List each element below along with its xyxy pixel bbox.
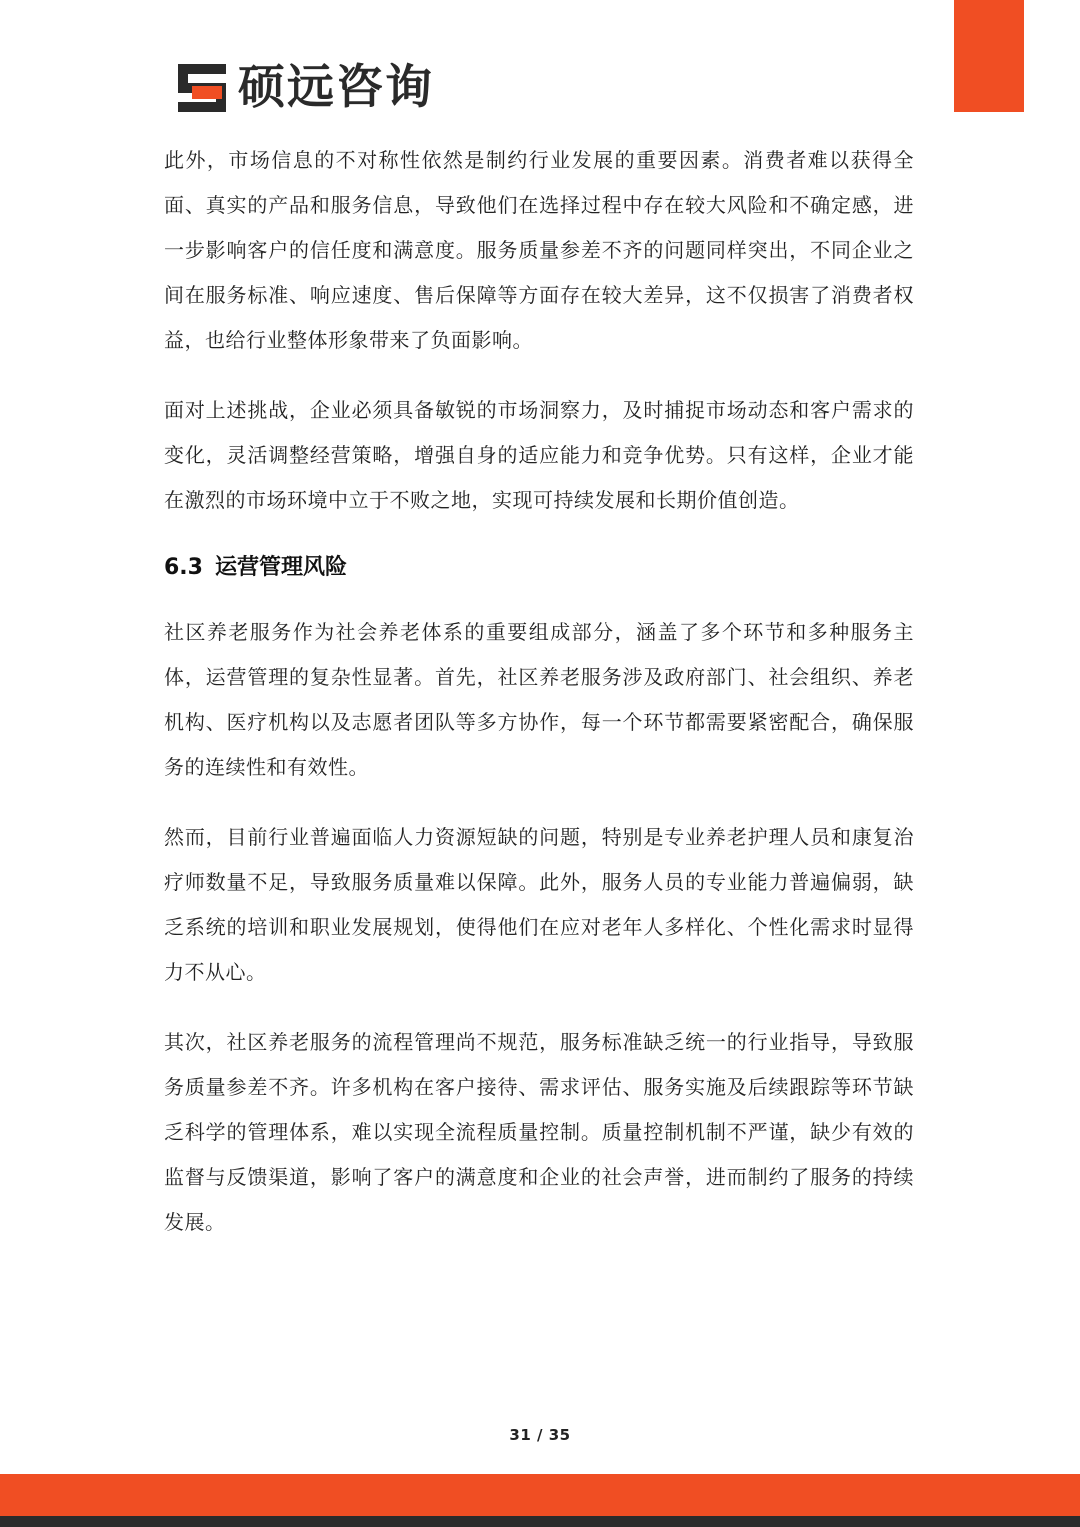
- footer-accent-bar: [0, 1474, 1080, 1516]
- paragraph: 社区养老服务作为社会养老体系的重要组成部分，涵盖了多个环节和多种服务主体，运营管理的复杂性显著。首先，社区养老服务涉及政府部门、社会组织、养老机构、医疗机构以及志愿者团队等多方协作，每一个环节都需要紧密配合，确保服务的连续性和有效性。: [164, 620, 914, 779]
- paragraph: 其次，社区养老服务的流程管理尚不规范，服务标准缺乏统一的行业指导，导致服务质量参差不齐。许多机构在客户接待、需求评估、服务实施及后续跟踪等环节缺乏科学的管理体系，难以实现全流程质量控制。质量控制机制不严谨，缺少有效的监督与反馈渠道，影响了客户的满意度和企业的社会声誉，进而制约了服务的持续发展。: [164, 1030, 914, 1234]
- document-body: [164, 138, 914, 1270]
- paragraph: 面对上述挑战，企业必须具备敏锐的市场洞察力，及时捕捉市场动态和客户需求的变化，灵活调整经营策略，增强自身的适应能力和竞争优势。只有这样，企业才能在激烈的市场环境中立于不败之地，实现可持续发展和长期价值创造。: [164, 398, 914, 512]
- section-heading: [164, 548, 914, 588]
- section-title: 运营管理风险: [214, 555, 347, 580]
- brand-name: 硕远咨询: [238, 60, 434, 115]
- paragraph: 此外，市场信息的不对称性依然是制约行业发展的重要因素。消费者难以获得全面、真实的产品和服务信息，导致他们在选择过程中存在较大风险和不确定感，进一步影响客户的信任度和满意度。服务质量参差不齐的问题同样突出，不同企业之间在服务标准、响应速度、售后保障等方面存在较大差异，这不仅损害了消费者权益，也给行业整体形象带来了负面影响。: [164, 148, 914, 352]
- section-number: 6.3: [164, 555, 203, 580]
- brand-s-mark-icon: [176, 62, 232, 114]
- corner-accent-block: [954, 0, 1024, 112]
- footer-dark-edge: [0, 1516, 1080, 1527]
- page-number: 31 / 35: [509, 1426, 571, 1444]
- paragraph: 然而，目前行业普遍面临人力资源短缺的问题，特别是专业养老护理人员和康复治疗师数量不足，导致服务质量难以保障。此外，服务人员的专业能力普遍偏弱，缺乏系统的培训和职业发展规划，使得他们在应对老年人多样化、个性化需求时显得力不从心。: [164, 825, 914, 984]
- brand-logo: [176, 60, 434, 116]
